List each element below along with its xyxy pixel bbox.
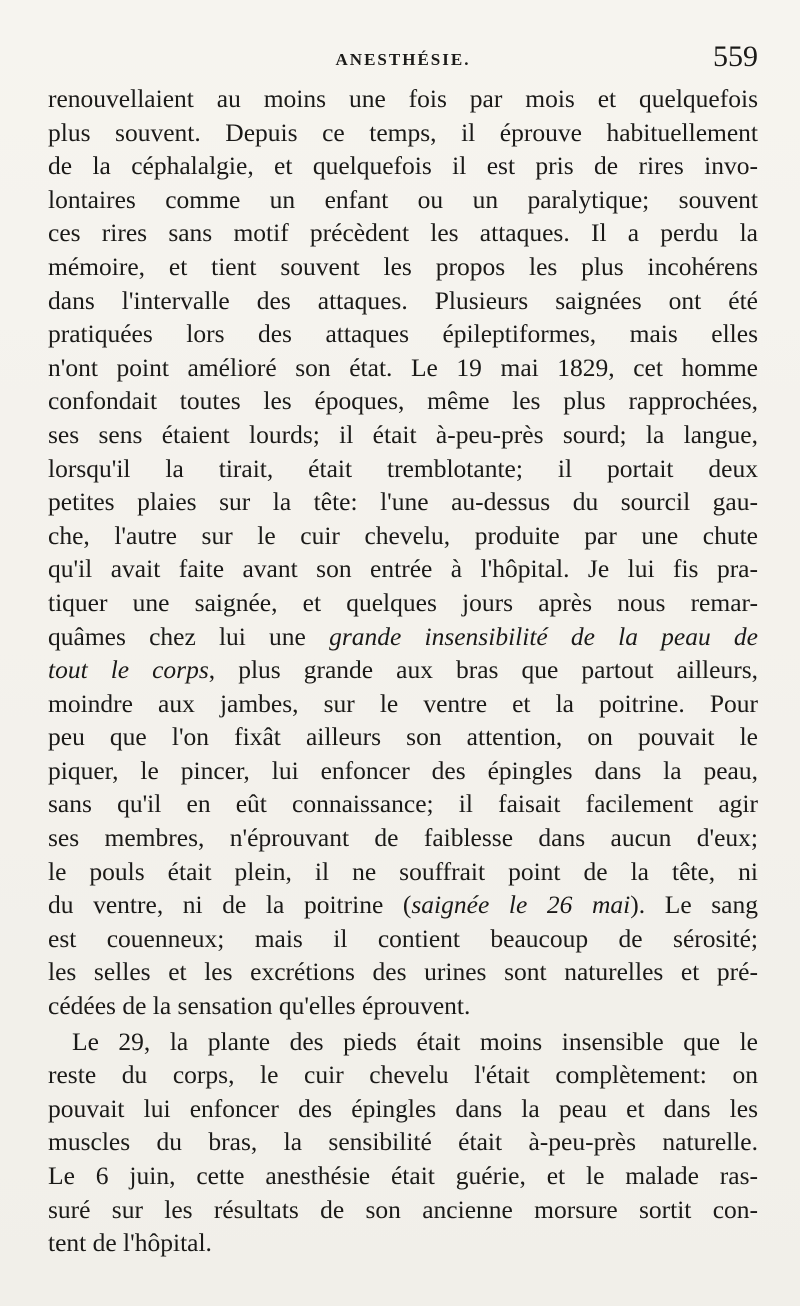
text-line: ses sens étaient lourds; il était à-peu-près sourd; la langue, (48, 419, 758, 449)
text-line: confondait toutes les époques, même les plus rapprochées, (48, 386, 758, 416)
text-line: qu'il avait faite avant son entrée à l'hôpital. Je lui fis pra- (48, 554, 758, 584)
text-line: muscles du bras, la sensibilité était à-peu-près naturelle. (48, 1127, 758, 1157)
text-line: Le 6 juin, cette anesthésie était guérie, et le malade ras- (48, 1161, 758, 1190)
text-line: le pouls était plein, il ne souffrait point de la tête, ni (48, 856, 758, 886)
running-title: ANESTHÉSIE. (335, 50, 471, 69)
text-line (48, 888, 758, 922)
text-line: moindre aux jambes, sur le ventre et la poitrine. Pour (48, 688, 758, 718)
text-line: che, l'autre sur le cuir chevelu, produite par une chute (48, 520, 758, 550)
text-line: piquer, le pincer, lui enfoncer des épingles dans la peau, (48, 755, 758, 785)
page-number: 559 (713, 40, 758, 73)
running-header (48, 40, 758, 86)
text-line: de la céphalalgie, et quelquefois il est pris de rires invo- (48, 151, 758, 181)
text-line: lorsqu'il la tirait, était tremblotante; il portait deux (48, 453, 758, 483)
text-line (48, 620, 758, 654)
text-line: tent de l'hôpital. (48, 1228, 212, 1258)
text-line: dans l'intervalle des attaques. Plusieurs saignées ont été (48, 285, 758, 315)
text-run: , plus grande aux bras que partout ailleurs, (208, 655, 758, 685)
body-text (48, 82, 758, 1260)
text-line: renouvellaient au moins une fois par mois et quelquefois (48, 84, 758, 113)
text-line: cédées de la sensation qu'elles éprouvent. (48, 991, 471, 1021)
text-line: pratiquées lors des attaques épileptiformes, mais elles (48, 319, 758, 349)
text-line: les selles et les excrétions des urines sont naturelles et pré- (48, 957, 758, 987)
text-line: est couenneux; mais il contient beaucoup de sérosité; (48, 923, 758, 953)
italic-run: tout le corps (48, 655, 209, 685)
text-line: plus souvent. Depuis ce temps, il éprouve habituellement (48, 117, 758, 147)
text-line: reste du corps, le cuir chevelu l'était complètement: on (48, 1060, 758, 1090)
text-line: lontaires comme un enfant ou un paralytique; souvent (48, 184, 758, 214)
text-line: peu que l'on fixât ailleurs son attention, on pouvait le (48, 722, 758, 752)
text-run: du ventre, ni de la poitrine ( (48, 890, 412, 920)
text-line: n'ont point amélioré son état. Le 19 mai 1829, cet homme (48, 352, 758, 382)
text-line: suré sur les résultats de son ancienne morsure sortit con- (48, 1194, 758, 1224)
text-line (48, 653, 758, 687)
text-line: ses membres, n'éprouvant de faiblesse dans aucun d'eux; (48, 823, 758, 853)
text-run: ). Le sang (630, 890, 758, 920)
italic-run: saignée le 26 mai (411, 890, 631, 920)
text-line: tiquer une saignée, et quelques jours après nous remar- (48, 587, 758, 617)
text-line: mémoire, et tient souvent les propos les plus incohérens (48, 251, 758, 281)
paragraph-2 (48, 1025, 758, 1260)
text-line: pouvait lui enfoncer des épingles dans la peau et dans les (48, 1093, 758, 1123)
text-line: ces rires sans motif précèdent les attaques. Il a perdu la (48, 218, 758, 248)
text-line: petites plaies sur la tête: l'une au-dessus du sourcil gau- (48, 487, 758, 517)
text-run: quâmes chez lui une (48, 621, 330, 651)
paragraph-1 (48, 82, 758, 1023)
text-line: sans qu'il en eût connaissance; il faisait facilement agir (48, 789, 758, 819)
italic-run: grande insensibilité de la peau de (329, 621, 758, 651)
text-line: Le 29, la plante des pieds était moins insensible que le (72, 1026, 758, 1056)
